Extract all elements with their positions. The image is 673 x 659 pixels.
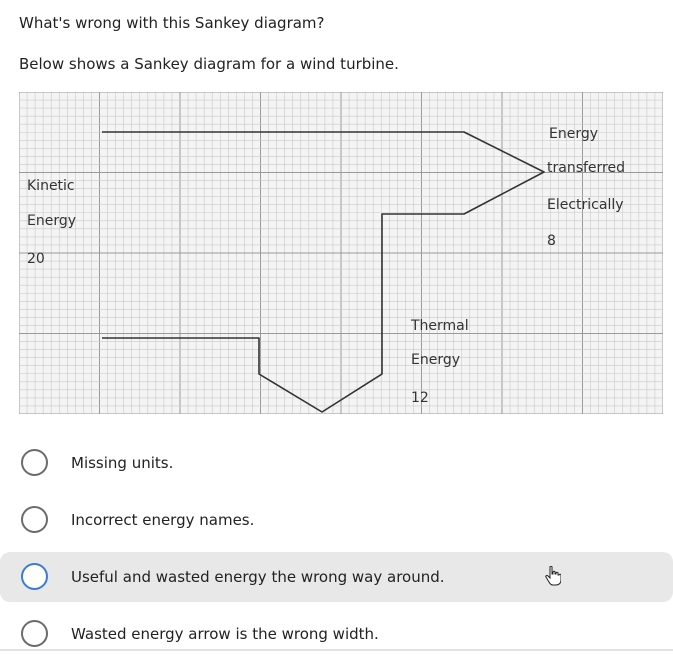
useful-label-electrically: Electrically xyxy=(547,197,624,213)
answer-option-label: Wasted energy arrow is the wrong width. xyxy=(71,625,379,643)
useful-value: 8 xyxy=(547,233,556,249)
useful-label-energy: Energy xyxy=(549,126,599,142)
bottom-divider xyxy=(0,649,673,651)
answer-option-3[interactable] xyxy=(0,552,673,602)
input-label-energy: Energy xyxy=(27,213,77,229)
radio-button-icon[interactable] xyxy=(21,620,48,647)
sankey-diagram-svg xyxy=(19,92,663,414)
radio-button-icon[interactable] xyxy=(21,563,48,590)
answer-option-label: Incorrect energy names. xyxy=(71,511,255,529)
input-label-kinetic: Kinetic xyxy=(27,178,75,194)
sankey-diagram xyxy=(19,92,663,414)
question-subtitle: Below shows a Sankey diagram for a wind turbine. xyxy=(19,55,399,73)
wasted-value: 12 xyxy=(411,390,429,406)
hand-pointer-icon xyxy=(545,566,561,586)
input-value: 20 xyxy=(27,251,45,267)
question-title: What's wrong with this Sankey diagram? xyxy=(19,14,325,32)
answer-option-label: Useful and wasted energy the wrong way around. xyxy=(71,568,445,586)
answer-option-4[interactable] xyxy=(0,609,673,659)
wasted-label-energy: Energy xyxy=(411,352,461,368)
answer-option-label: Missing units. xyxy=(71,454,174,472)
useful-label-transferred: transferred xyxy=(547,160,625,176)
answer-option-1[interactable] xyxy=(0,438,673,488)
radio-button-icon[interactable] xyxy=(21,506,48,533)
wasted-label-thermal: Thermal xyxy=(411,318,469,334)
radio-button-icon[interactable] xyxy=(21,449,48,476)
answer-option-2[interactable] xyxy=(0,495,673,545)
